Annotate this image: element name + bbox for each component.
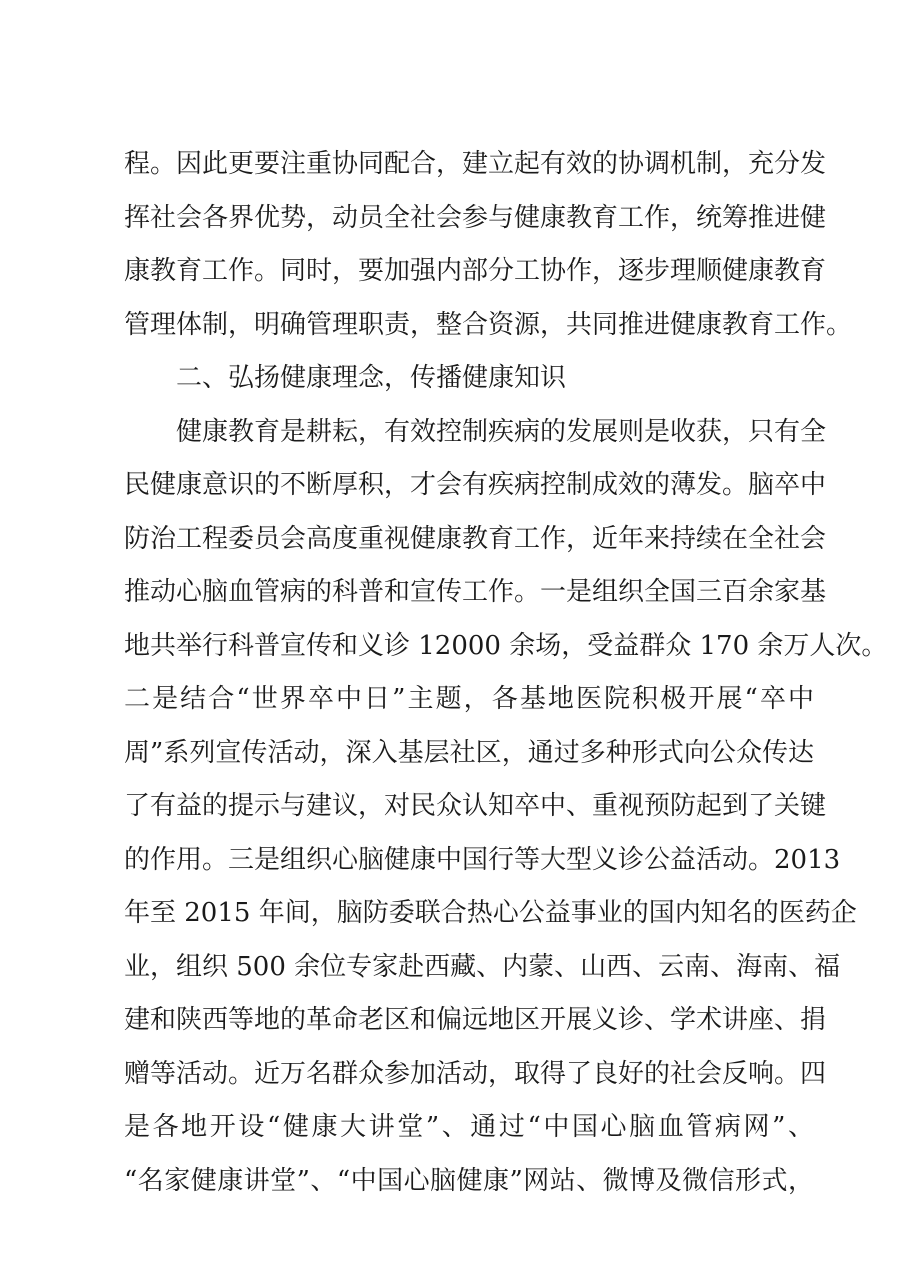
text-line: 周”系列宣传活动，深入基层社区，通过多种形式向公众传达 (124, 737, 814, 768)
text-line: 业，组织 500 余位专家赴西藏、内蒙、山西、云南、海南、福 (124, 951, 841, 982)
text-line: 程。因此更要注重协同配合，建立起有效的协调机制，充分发 (124, 149, 827, 179)
text-line: 地共举行科普宣传和义诊 12000 余场，受益群众 170 余万人次。 (124, 630, 888, 661)
section-heading (124, 352, 814, 406)
text-line: 是各地开设“健康大讲堂”、通过“中国心脑血管病网”、 (124, 1112, 814, 1142)
text-line: 推动心脑血管病的科普和宣传工作。一是组织全国三百余家基 (124, 577, 827, 607)
text-line: 赠等活动。近万名群众参加活动，取得了良好的社会反响。四 (124, 1058, 827, 1089)
text-line: “名家健康讲堂”、“中国心脑健康”网站、微博及微信形式， (124, 1165, 814, 1196)
text-line: 管理体制，明确管理职责，整合资源，共同推进健康教育工作。 (124, 309, 853, 340)
text-line: 健康教育是耕耘，有效控制疾病的发展则是收获，只有全 (176, 416, 827, 447)
text-line: 二是结合“世界卒中日”主题，各基地医院积极开展“卒中 (124, 684, 814, 714)
text-line: 的作用。三是组织心脑健康中国行等大型义诊公益活动。2013 (124, 844, 841, 875)
text-line: 了有益的提示与建议，对民众认知卒中、重视预防起到了关键 (124, 791, 827, 821)
heading-line: 二、弘扬健康理念，传播健康知识 (176, 363, 567, 393)
paragraph-continuation (124, 138, 853, 352)
document-body (124, 138, 888, 1208)
text-line: 挥社会各界优势，动员全社会参与健康教育工作，统筹推进健 (124, 202, 827, 233)
text-line: 康教育工作。同时，要加强内部分工协作，逐步理顺健康教育 (124, 256, 827, 286)
text-line: 年至 2015 年间，脑防委联合热心公益事业的国内知名的医药企 (124, 898, 857, 928)
text-line: 建和陕西等地的革命老区和偏远地区开展义诊、学术讲座、捐 (124, 1005, 827, 1035)
text-line: 防治工程委员会高度重视健康教育工作，近年来持续在全社会 (124, 523, 827, 554)
text-line: 民健康意识的不断厚积，才会有疾病控制成效的薄发。脑卒中 (124, 470, 827, 500)
paragraph-body (124, 406, 888, 1209)
